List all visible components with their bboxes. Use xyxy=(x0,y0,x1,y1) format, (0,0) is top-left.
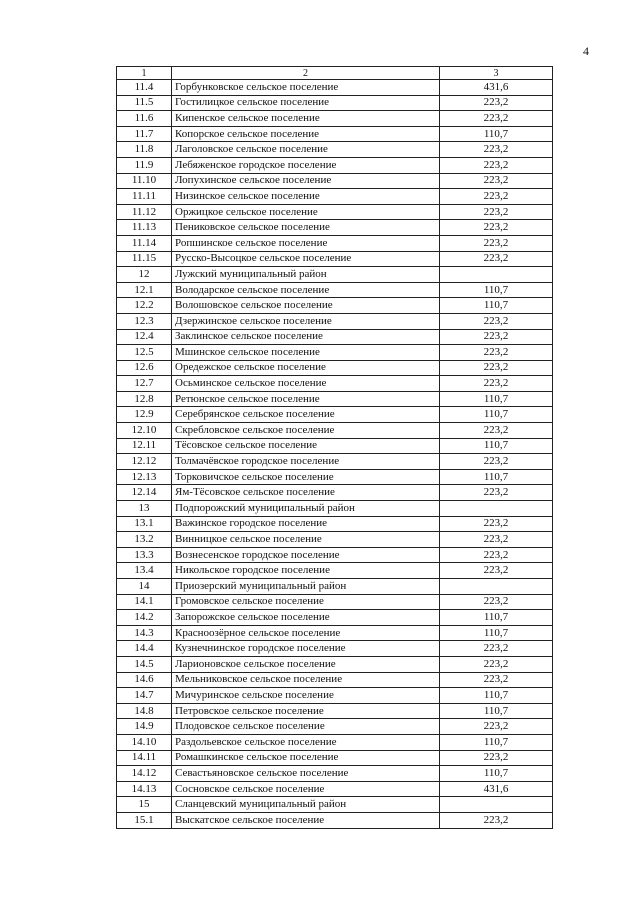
table-row xyxy=(117,594,553,610)
row-number-cell: 14.9 xyxy=(117,719,172,735)
amount-cell: 223,2 xyxy=(440,235,553,251)
row-number-cell: 12.7 xyxy=(117,376,172,392)
row-number-cell: 13 xyxy=(117,501,172,517)
table-row xyxy=(117,734,553,750)
settlement-name-cell: Русско-Высоцкое сельское поселение xyxy=(172,251,440,267)
settlement-name-cell: Волошовское сельское поселение xyxy=(172,298,440,314)
row-number-cell: 11.14 xyxy=(117,235,172,251)
table-row xyxy=(117,376,553,392)
settlement-name-cell: Осьминское сельское поселение xyxy=(172,376,440,392)
table-row xyxy=(117,797,553,813)
amount-cell: 431,6 xyxy=(440,80,553,96)
table-row xyxy=(117,220,553,236)
table-row xyxy=(117,547,553,563)
row-number-cell: 14.1 xyxy=(117,594,172,610)
table-row xyxy=(117,142,553,158)
settlement-name-cell: Скребловское сельское поселение xyxy=(172,423,440,439)
table-row xyxy=(117,610,553,626)
amount-cell: 223,2 xyxy=(440,204,553,220)
table-row xyxy=(117,235,553,251)
settlement-name-cell: Торковичское сельское поселение xyxy=(172,469,440,485)
settlement-name-cell: Кузнечнинское городское поселение xyxy=(172,641,440,657)
row-number-cell: 12.1 xyxy=(117,282,172,298)
settlement-name-cell: Оржицкое сельское поселение xyxy=(172,204,440,220)
row-number-cell: 11.7 xyxy=(117,126,172,142)
table-row xyxy=(117,360,553,376)
settlement-name-cell: Толмачёвское городское поселение xyxy=(172,454,440,470)
amount-cell: 110,7 xyxy=(440,438,553,454)
table-row xyxy=(117,391,553,407)
amount-cell xyxy=(440,267,553,283)
row-number-cell: 11.12 xyxy=(117,204,172,220)
amount-cell: 110,7 xyxy=(440,703,553,719)
amount-cell: 223,2 xyxy=(440,157,553,173)
amount-cell: 110,7 xyxy=(440,282,553,298)
row-number-cell: 14.3 xyxy=(117,625,172,641)
settlement-name-cell: Выскатское сельское поселение xyxy=(172,812,440,828)
amount-cell: 223,2 xyxy=(440,563,553,579)
settlement-name-cell: Заклинское сельское поселение xyxy=(172,329,440,345)
settlement-name-cell: Вознесенское городское поселение xyxy=(172,547,440,563)
settlement-name-cell: Пениковское сельское поселение xyxy=(172,220,440,236)
settlement-name-cell: Раздольевское сельское поселение xyxy=(172,734,440,750)
table-row xyxy=(117,173,553,189)
row-number-cell: 12.10 xyxy=(117,423,172,439)
row-number-cell: 12.2 xyxy=(117,298,172,314)
row-number-cell: 12.11 xyxy=(117,438,172,454)
table-row xyxy=(117,516,553,532)
row-number-cell: 12.9 xyxy=(117,407,172,423)
table-row xyxy=(117,157,553,173)
settlement-name-cell: Запорожское сельское поселение xyxy=(172,610,440,626)
table-row xyxy=(117,766,553,782)
amount-cell: 110,7 xyxy=(440,298,553,314)
table-row xyxy=(117,329,553,345)
table-header-row xyxy=(117,67,553,80)
settlement-name-cell: Севастьяновское сельское поселение xyxy=(172,766,440,782)
amount-cell: 223,2 xyxy=(440,656,553,672)
row-number-cell: 12.6 xyxy=(117,360,172,376)
table-row xyxy=(117,501,553,517)
amount-cell: 110,7 xyxy=(440,391,553,407)
row-number-cell: 12.12 xyxy=(117,454,172,470)
row-number-cell: 14.4 xyxy=(117,641,172,657)
amount-cell: 223,2 xyxy=(440,719,553,735)
amount-cell: 431,6 xyxy=(440,781,553,797)
header-col-1: 1 xyxy=(117,67,172,80)
settlement-name-cell: Мельниковское сельское поселение xyxy=(172,672,440,688)
settlement-name-cell: Ропшинское сельское поселение xyxy=(172,235,440,251)
table-row xyxy=(117,454,553,470)
table-row xyxy=(117,750,553,766)
row-number-cell: 14.2 xyxy=(117,610,172,626)
settlement-name-cell: Лопухинское сельское поселение xyxy=(172,173,440,189)
table-row xyxy=(117,111,553,127)
amount-cell: 223,2 xyxy=(440,516,553,532)
settlement-name-cell: Ромашкинское сельское поселение xyxy=(172,750,440,766)
amount-cell xyxy=(440,579,553,595)
settlement-name-cell: Кипенское сельское поселение xyxy=(172,111,440,127)
table-row xyxy=(117,641,553,657)
amount-cell: 223,2 xyxy=(440,313,553,329)
settlement-name-cell: Мичуринское сельское поселение xyxy=(172,688,440,704)
table-row xyxy=(117,485,553,501)
settlement-name-cell: Приозерский муниципальный район xyxy=(172,579,440,595)
header-col-2: 2 xyxy=(172,67,440,80)
settlement-name-cell: Петровское сельское поселение xyxy=(172,703,440,719)
amount-cell: 223,2 xyxy=(440,111,553,127)
table-row xyxy=(117,703,553,719)
amount-cell: 223,2 xyxy=(440,547,553,563)
row-number-cell: 12.14 xyxy=(117,485,172,501)
table-body xyxy=(117,67,553,829)
settlement-name-cell: Никольское городское поселение xyxy=(172,563,440,579)
settlement-name-cell: Дзержинское сельское поселение xyxy=(172,313,440,329)
allocation-table xyxy=(116,66,553,829)
table-row xyxy=(117,95,553,111)
settlement-name-cell: Винницкое сельское поселение xyxy=(172,532,440,548)
settlement-name-cell: Копорское сельское поселение xyxy=(172,126,440,142)
row-number-cell: 11.15 xyxy=(117,251,172,267)
settlement-name-cell: Ларионовское сельское поселение xyxy=(172,656,440,672)
settlement-name-cell: Серебрянское сельское поселение xyxy=(172,407,440,423)
settlement-name-cell: Лаголовское сельское поселение xyxy=(172,142,440,158)
table-row xyxy=(117,80,553,96)
row-number-cell: 11.9 xyxy=(117,157,172,173)
amount-cell: 223,2 xyxy=(440,812,553,828)
table-row xyxy=(117,204,553,220)
amount-cell: 223,2 xyxy=(440,423,553,439)
row-number-cell: 11.5 xyxy=(117,95,172,111)
row-number-cell: 11.4 xyxy=(117,80,172,96)
row-number-cell: 12 xyxy=(117,267,172,283)
row-number-cell: 11.10 xyxy=(117,173,172,189)
table-row xyxy=(117,126,553,142)
amount-cell: 110,7 xyxy=(440,766,553,782)
table-row xyxy=(117,407,553,423)
row-number-cell: 11.8 xyxy=(117,142,172,158)
table-row xyxy=(117,298,553,314)
row-number-cell: 12.5 xyxy=(117,345,172,361)
header-col-3: 3 xyxy=(440,67,553,80)
row-number-cell: 13.3 xyxy=(117,547,172,563)
settlement-name-cell: Подпорожский муниципальный район xyxy=(172,501,440,517)
row-number-cell: 13.2 xyxy=(117,532,172,548)
amount-cell: 110,7 xyxy=(440,126,553,142)
table-row xyxy=(117,563,553,579)
amount-cell: 223,2 xyxy=(440,532,553,548)
row-number-cell: 14.6 xyxy=(117,672,172,688)
settlement-name-cell: Володарское сельское поселение xyxy=(172,282,440,298)
table-row xyxy=(117,313,553,329)
amount-cell: 223,2 xyxy=(440,594,553,610)
settlement-name-cell: Плодовское сельское поселение xyxy=(172,719,440,735)
settlement-name-cell: Лебяженское городское поселение xyxy=(172,157,440,173)
amount-cell: 223,2 xyxy=(440,173,553,189)
table-row xyxy=(117,438,553,454)
amount-cell: 223,2 xyxy=(440,641,553,657)
amount-cell: 223,2 xyxy=(440,329,553,345)
table-row xyxy=(117,579,553,595)
row-number-cell: 14.12 xyxy=(117,766,172,782)
settlement-name-cell: Громовское сельское поселение xyxy=(172,594,440,610)
row-number-cell: 11.6 xyxy=(117,111,172,127)
amount-cell: 110,7 xyxy=(440,625,553,641)
table-row xyxy=(117,423,553,439)
table-row xyxy=(117,345,553,361)
amount-cell: 223,2 xyxy=(440,95,553,111)
amount-cell: 223,2 xyxy=(440,251,553,267)
row-number-cell: 14.10 xyxy=(117,734,172,750)
table-row xyxy=(117,189,553,205)
row-number-cell: 14.7 xyxy=(117,688,172,704)
table-row xyxy=(117,532,553,548)
amount-cell xyxy=(440,501,553,517)
settlement-name-cell: Красноозёрное сельское поселение xyxy=(172,625,440,641)
settlement-name-cell: Сланцевский муниципальный район xyxy=(172,797,440,813)
amount-cell: 110,7 xyxy=(440,688,553,704)
row-number-cell: 13.1 xyxy=(117,516,172,532)
amount-cell xyxy=(440,797,553,813)
settlement-name-cell: Гостилицкое сельское поселение xyxy=(172,95,440,111)
table-row xyxy=(117,656,553,672)
table-row xyxy=(117,672,553,688)
row-number-cell: 11.11 xyxy=(117,189,172,205)
row-number-cell: 11.13 xyxy=(117,220,172,236)
settlement-name-cell: Тёсовское сельское поселение xyxy=(172,438,440,454)
row-number-cell: 12.13 xyxy=(117,469,172,485)
amount-cell: 223,2 xyxy=(440,220,553,236)
amount-cell: 110,7 xyxy=(440,407,553,423)
row-number-cell: 12.4 xyxy=(117,329,172,345)
table-row xyxy=(117,469,553,485)
amount-cell: 223,2 xyxy=(440,345,553,361)
table-row xyxy=(117,688,553,704)
row-number-cell: 14.11 xyxy=(117,750,172,766)
table-row xyxy=(117,267,553,283)
settlement-name-cell: Низинское сельское поселение xyxy=(172,189,440,205)
settlement-name-cell: Мшинское сельское поселение xyxy=(172,345,440,361)
settlement-name-cell: Ретюнское сельское поселение xyxy=(172,391,440,407)
row-number-cell: 14.8 xyxy=(117,703,172,719)
amount-cell: 223,2 xyxy=(440,485,553,501)
amount-cell: 223,2 xyxy=(440,376,553,392)
settlement-name-cell: Важинское городское поселение xyxy=(172,516,440,532)
settlement-name-cell: Горбунковское сельское поселение xyxy=(172,80,440,96)
amount-cell: 223,2 xyxy=(440,672,553,688)
row-number-cell: 15.1 xyxy=(117,812,172,828)
amount-cell: 110,7 xyxy=(440,734,553,750)
page-number: 4 xyxy=(583,44,589,58)
table-row xyxy=(117,719,553,735)
row-number-cell: 14 xyxy=(117,579,172,595)
row-number-cell: 14.13 xyxy=(117,781,172,797)
row-number-cell: 14.5 xyxy=(117,656,172,672)
table-row xyxy=(117,781,553,797)
amount-cell: 223,2 xyxy=(440,189,553,205)
settlement-name-cell: Оредежское сельское поселение xyxy=(172,360,440,376)
row-number-cell: 15 xyxy=(117,797,172,813)
amount-cell: 223,2 xyxy=(440,750,553,766)
row-number-cell: 12.8 xyxy=(117,391,172,407)
amount-cell: 223,2 xyxy=(440,360,553,376)
settlement-name-cell: Ям-Тёсовское сельское поселение xyxy=(172,485,440,501)
settlement-name-cell: Сосновское сельское поселение xyxy=(172,781,440,797)
settlement-name-cell: Лужский муниципальный район xyxy=(172,267,440,283)
table-row xyxy=(117,812,553,828)
table-row xyxy=(117,282,553,298)
amount-cell: 223,2 xyxy=(440,454,553,470)
amount-cell: 110,7 xyxy=(440,610,553,626)
row-number-cell: 13.4 xyxy=(117,563,172,579)
row-number-cell: 12.3 xyxy=(117,313,172,329)
table-row xyxy=(117,251,553,267)
amount-cell: 223,2 xyxy=(440,142,553,158)
table-row xyxy=(117,625,553,641)
amount-cell: 110,7 xyxy=(440,469,553,485)
